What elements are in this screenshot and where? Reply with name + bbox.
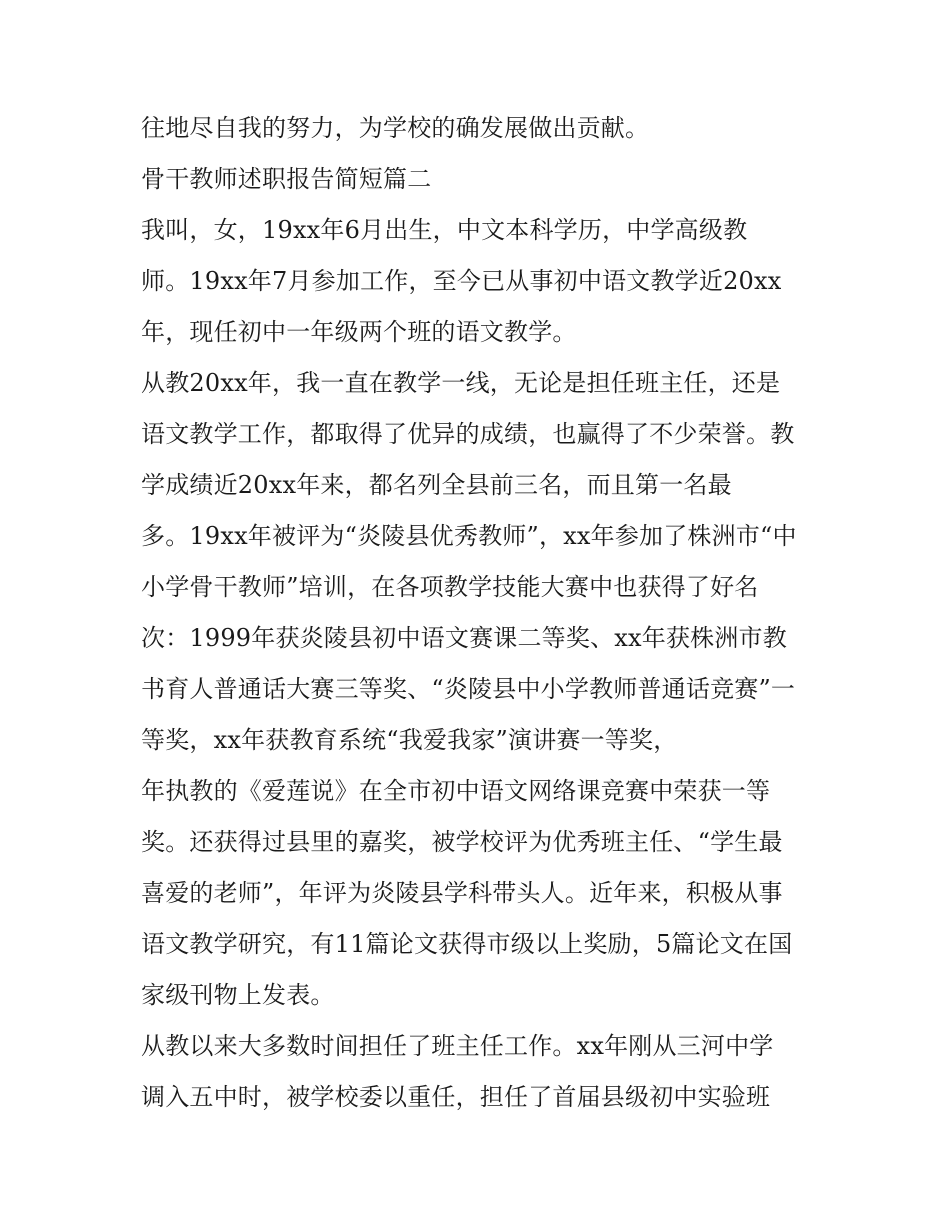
paragraph-line: 多。19xx年被评为“炎陵县优秀教师”，xx年参加了株洲市“中 <box>141 522 797 550</box>
paragraph-line: 年执教的《爱莲说》在全市初中语文网络课竞赛中荣获一等 <box>141 777 771 805</box>
paragraph-line: 语文教学研究，有11篇论文获得市级以上奖励，5篇论文在国 <box>141 930 793 958</box>
paragraph-line: 师。19xx年7月参加工作，至今已从事初中语文教学近20xx <box>141 267 782 295</box>
paragraph-line: 奖。还获得过县里的嘉奖，被学校评为优秀班主任、“学生最 <box>141 828 783 856</box>
paragraph-line: 学成绩近20xx年来，都名列全县前三名，而且第一名最 <box>141 471 732 499</box>
paragraph-line: 调入五中时，被学校委以重任，担任了首届县级初中实验班 <box>141 1083 771 1111</box>
paragraph-line: 往地尽自我的努力，为学校的确发展做出贡献。 <box>141 114 650 142</box>
section-heading: 骨干教师述职报告简短篇二 <box>141 165 432 193</box>
paragraph-line: 我叫，女，19xx年6月出生，中文本科学历，中学高级教 <box>141 216 748 244</box>
paragraph-line: 家级刊物上发表。 <box>141 981 335 1009</box>
paragraph-line: 等奖，xx年获教育系统“我爱我家”演讲赛一等奖， <box>141 726 678 754</box>
paragraph-line: 喜爱的老师”，年评为炎陵县学科带头人。近年来，积极从事 <box>141 879 783 907</box>
paragraph-line: 从教20xx年，我一直在教学一线，无论是担任班主任，还是 <box>141 369 781 397</box>
paragraph-line: 语文教学工作，都取得了优异的成绩，也赢得了不少荣誉。教 <box>141 420 795 448</box>
paragraph-line: 次：1999年获炎陵县初中语文赛课二等奖、xx年获株洲市教 <box>141 624 787 652</box>
paragraph-line: 从教以来大多数时间担任了班主任工作。xx年刚从三河中学 <box>141 1032 774 1060</box>
paragraph-line: 年，现任初中一年级两个班的语文教学。 <box>141 318 577 346</box>
paragraph-line: 书育人普通话大赛三等奖、“炎陵县中小学教师普通话竞赛”一 <box>141 675 796 703</box>
paragraph-line: 小学骨干教师”培训，在各项教学技能大赛中也获得了好名 <box>141 573 759 601</box>
